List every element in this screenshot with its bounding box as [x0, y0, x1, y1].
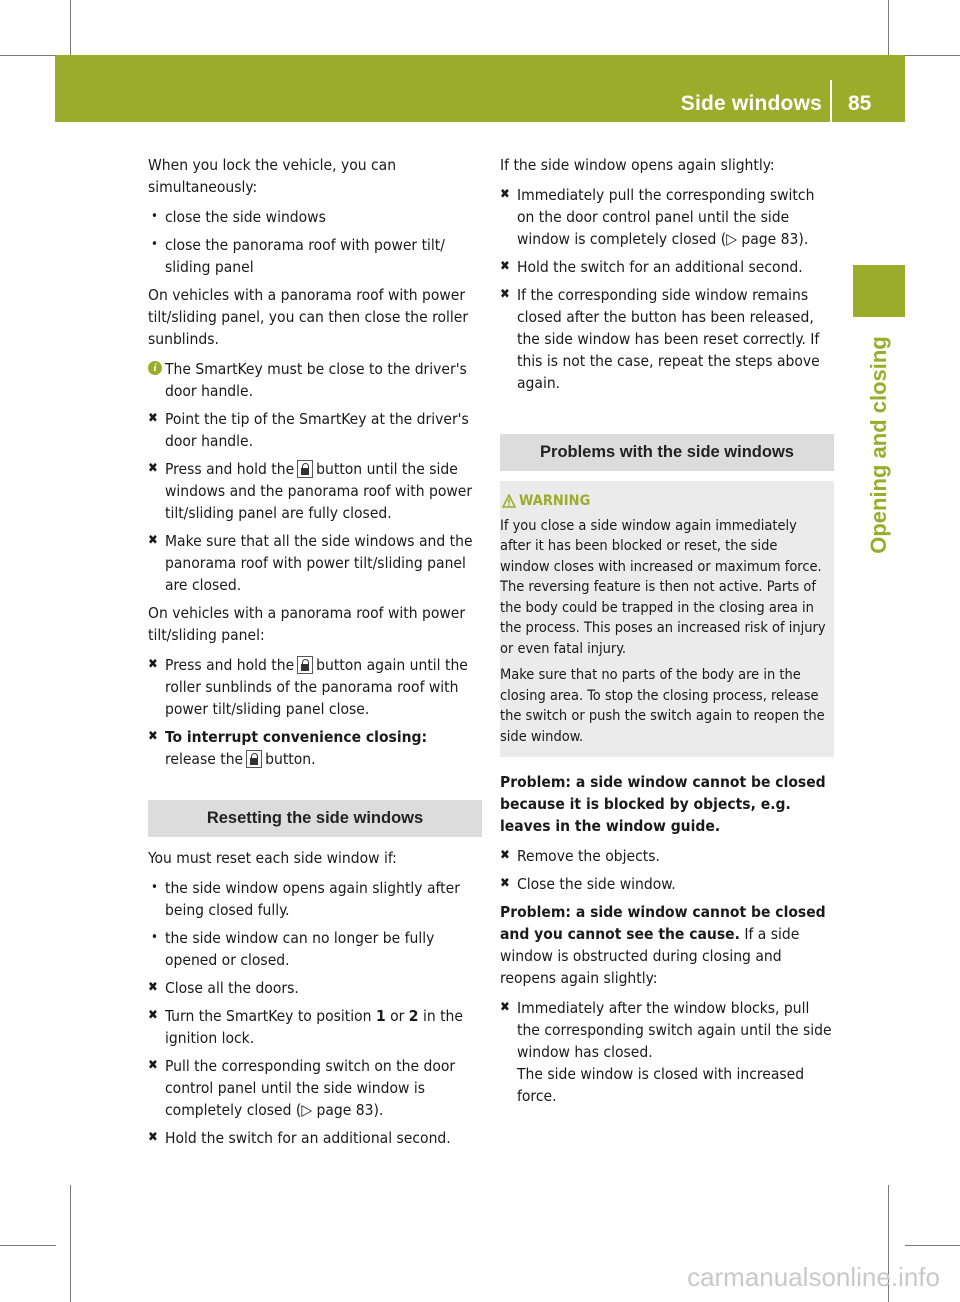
- x-instruction-marker: ✖: [148, 533, 158, 548]
- intro-text: When you lock the vehicle, you can simultaneously:: [148, 156, 397, 196]
- chapter-tab: [853, 265, 905, 317]
- warning-box: [500, 481, 834, 757]
- lock-button-icon: [246, 750, 262, 768]
- bullet-marker: •: [151, 930, 158, 945]
- instruction-step: ✖ Close the side window.: [500, 875, 676, 893]
- page-title: Side windows: [680, 92, 822, 115]
- instruction-step: ✖ Press and hold the button until the side windows and the panorama roof with power tilt/sliding panel are fully closed.: [148, 460, 473, 522]
- x-instruction-marker: ✖: [500, 287, 510, 302]
- x-instruction-marker: ✖: [148, 657, 158, 672]
- chapter-label: Opening and closing: [866, 336, 891, 554]
- warning-triangle-icon: [502, 494, 516, 508]
- x-instruction-marker: ✖: [500, 848, 510, 863]
- instruction-step: ✖ Pull the corresponding switch on the door control panel until the side window is completely closed (▷ page 83).: [148, 1057, 456, 1119]
- x-instruction-marker: ✖: [500, 1000, 510, 1015]
- warning-text: Make sure that no parts of the body are in the closing area. To stop the closing process, release the switch or push the switch again to reopen the side window.: [500, 667, 825, 745]
- list-item: • close the panorama roof with power tilt/ sliding panel: [151, 236, 445, 276]
- instruction-step: ✖ Make sure that all the side windows and the panorama roof with power tilt/sliding panel are closed.: [148, 532, 473, 594]
- instruction-step: ✖ Turn the SmartKey to position 1 or 2 in the ignition lock.: [148, 1007, 463, 1047]
- x-instruction-marker: ✖: [148, 1058, 158, 1073]
- x-instruction-marker: ✖: [500, 187, 510, 202]
- instruction-step: ✖ Close all the doors.: [148, 979, 299, 997]
- crop-mark: [0, 1245, 56, 1246]
- section-heading: Problems with the side windows: [500, 434, 834, 471]
- list-item: • the side window can no longer be fully opened or closed.: [151, 929, 435, 969]
- bullet-marker: •: [151, 237, 158, 252]
- x-instruction-marker: ✖: [148, 1008, 158, 1023]
- paragraph: On vehicles with a panorama roof with power tilt/sliding panel, you can then close the roller sunblinds.: [148, 286, 469, 348]
- watermark: carmanualsonline.info: [687, 1262, 940, 1292]
- instruction-step: ✖ Hold the switch for an additional second.: [148, 1129, 451, 1147]
- x-instruction-marker: ✖: [500, 876, 510, 891]
- warning-heading: WARNING: [500, 491, 828, 512]
- x-instruction-marker: ✖: [148, 729, 158, 744]
- intro-text: If the side window opens again slightly:: [500, 156, 775, 174]
- info-note: i The SmartKey must be close to the driver's door handle.: [148, 358, 482, 402]
- lock-button-icon: [297, 460, 313, 478]
- bullet-marker: •: [151, 209, 158, 224]
- list-item: • the side window opens again slightly after being closed fully.: [151, 879, 460, 919]
- instruction-step: ✖ Immediately after the window blocks, pull the corresponding switch again until the side window has closed. The side window is closed with increased force.: [500, 999, 832, 1105]
- header-separator: [830, 80, 832, 122]
- x-instruction-marker: ✖: [148, 1130, 158, 1145]
- problem-heading: Problem: a side window cannot be closed because it is blocked by objects, e.g. leaves in the window guide.: [500, 773, 826, 835]
- page-number: 85: [848, 92, 872, 115]
- bullet-marker: •: [151, 880, 158, 895]
- instruction-step: ✖ If the corresponding side window remains closed after the button has been released, the side window has been reset correctly. If this is not the case, repeat the steps above again.: [500, 286, 820, 392]
- lock-button-icon: [297, 656, 313, 674]
- paragraph: You must reset each side window if:: [148, 849, 397, 867]
- x-instruction-marker: ✖: [148, 980, 158, 995]
- info-icon: i: [148, 361, 162, 375]
- instruction-step: ✖ Press and hold the button again until the roller sunblinds of the panorama roof with power tilt/sliding panel close.: [148, 656, 468, 718]
- list-item: • close the side windows: [151, 208, 326, 226]
- left-column: [148, 154, 482, 1155]
- crop-mark: [905, 1245, 960, 1246]
- instruction-step: ✖ Hold the switch for an additional second.: [500, 258, 803, 276]
- crop-mark: [70, 1185, 71, 1302]
- instruction-step: ✖ To interrupt convenience closing: release the button.: [148, 728, 428, 768]
- instruction-step: ✖ Remove the objects.: [500, 847, 660, 865]
- instruction-step: ✖ Point the tip of the SmartKey at the driver's door handle.: [148, 410, 469, 450]
- instruction-step: ✖ Immediately pull the corresponding switch on the door control panel until the side window is completely closed (▷ page 83).: [500, 186, 815, 248]
- x-instruction-marker: ✖: [148, 461, 158, 476]
- x-instruction-marker: ✖: [500, 259, 510, 274]
- problem-paragraph: Problem: a side window cannot be closed and you cannot see the cause. If a side window is obstructed during closing and reopens again slightly:: [500, 903, 826, 987]
- section-heading: Resetting the side windows: [148, 800, 482, 837]
- warning-text: If you close a side window again immediately after it has been blocked or reset, the side window closes with increased or maximum force. The reversing feature is then not active. Parts of the body could be trapped in the closing area in the process. This poses an increased risk of injury or even fatal injury.: [500, 517, 826, 657]
- x-instruction-marker: ✖: [148, 411, 158, 426]
- right-column: [500, 154, 834, 1113]
- paragraph: On vehicles with a panorama roof with power tilt/sliding panel:: [148, 604, 466, 644]
